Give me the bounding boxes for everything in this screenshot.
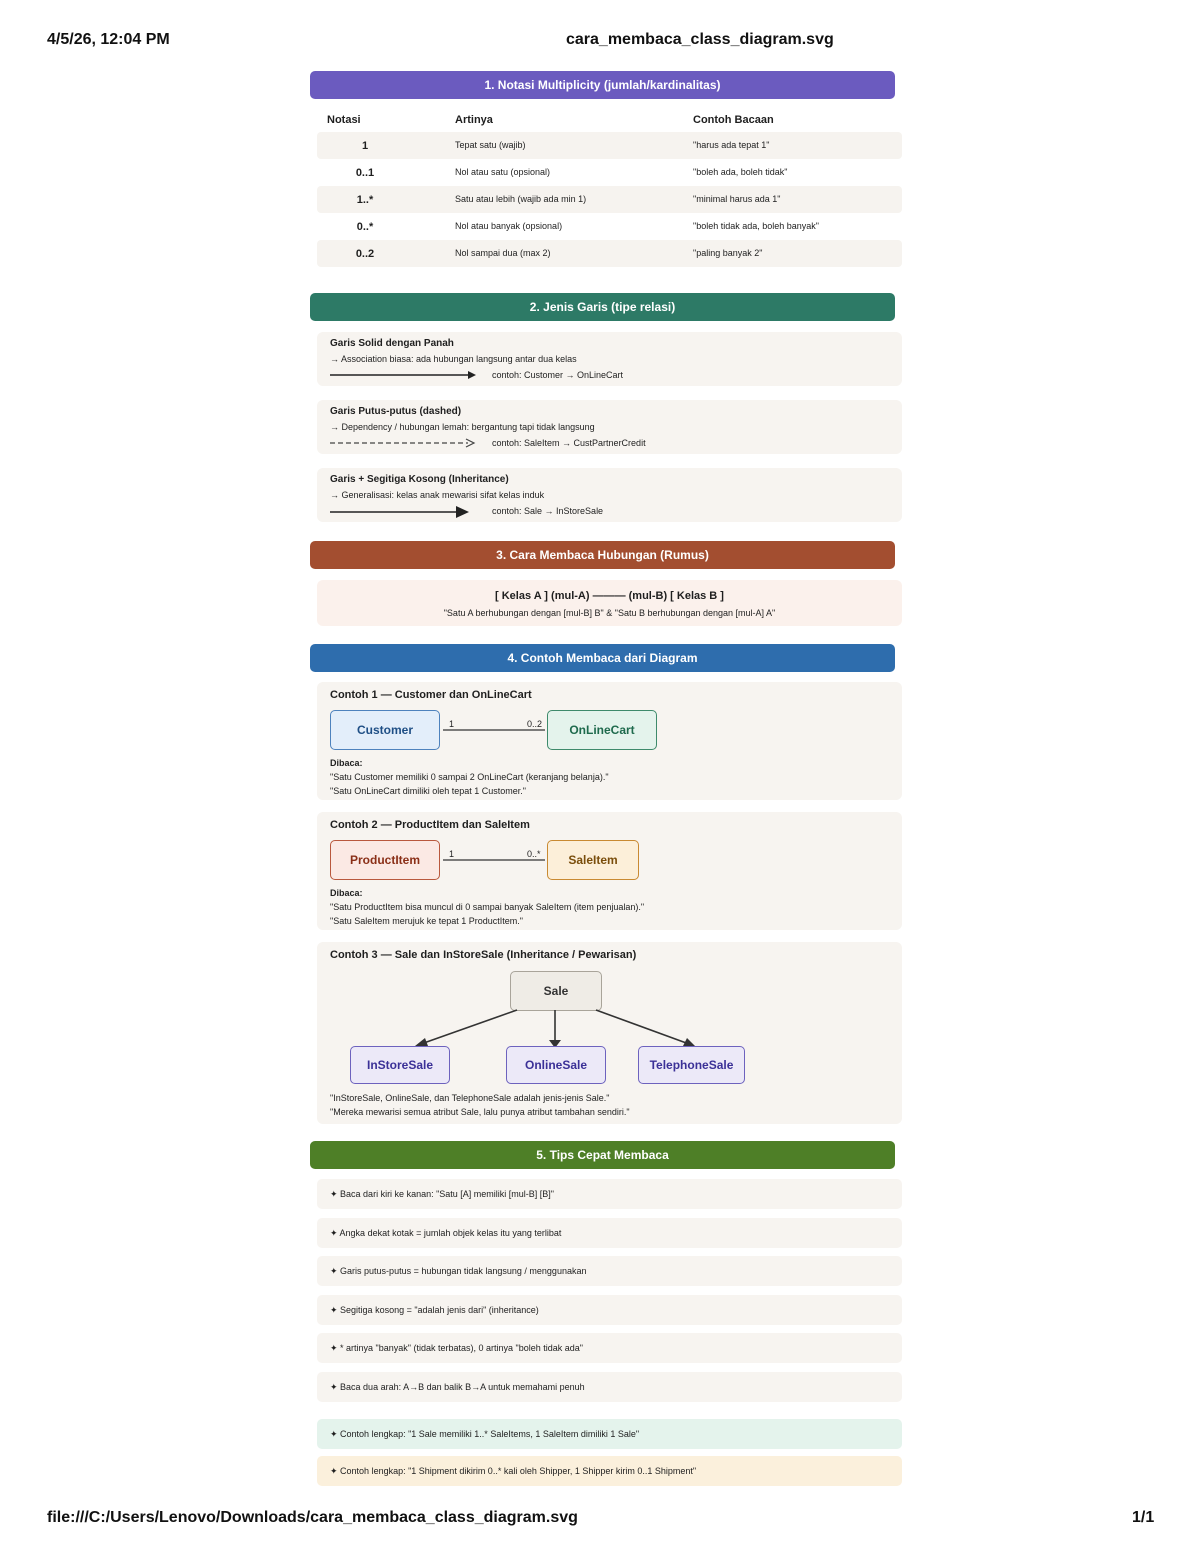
tip-item [317, 1256, 902, 1286]
multiplicity-left: 1 [449, 849, 455, 859]
tip-text: ✦ * artinya "banyak" (tidak terbatas), 0 artinya "boleh tidak ada" [330, 1343, 583, 1353]
table-row [317, 159, 902, 186]
class-box-onlinecart: OnLineCart [547, 710, 657, 750]
example-3-reading-2: "Mereka mewarisi semua atribut Sale, lalu punya atribut tambahan sendiri." [330, 1107, 630, 1117]
tip-item [317, 1218, 902, 1248]
example-2-reading-1: "Satu ProductItem bisa muncul di 0 sampai banyak SaleItem (item penjualan)." [330, 902, 645, 912]
tip-item [317, 1333, 902, 1363]
class-box-instoresale: InStoreSale [350, 1046, 450, 1084]
example-2-label: Dibaca: [330, 888, 363, 898]
example-3-title: Contoh 3 — Sale dan InStoreSale (Inheritance / Pewarisan) [330, 949, 637, 961]
line-dashed-card [317, 400, 902, 454]
tip-text: ✦ Angka dekat kotak = jumlah objek kelas itu yang terlibat [330, 1228, 562, 1238]
full-example-1 [317, 1419, 902, 1449]
example-3-card [317, 942, 902, 1124]
tip-text: ✦ Baca dari kiri ke kanan: "Satu [A] memiliki [mul-B] [B]" [330, 1189, 555, 1199]
cell-notasi: 1..* [356, 194, 374, 206]
tip-item [317, 1179, 902, 1209]
multiplicity-right: 0..2 [527, 719, 543, 729]
example-1-reading-2: "Satu OnLineCart dimiliki oleh tepat 1 Customer." [330, 786, 526, 796]
header-contoh: Contoh Bacaan [693, 114, 774, 126]
example-1-reading-1: "Satu Customer memiliki 0 sampai 2 OnLineCart (keranjang belanja)." [330, 772, 609, 782]
section-2-title: 2. Jenis Garis (tipe relasi) [310, 293, 895, 321]
example-2-title: Contoh 2 — ProductItem dan SaleItem [330, 819, 530, 831]
section-5-title: 5. Tips Cepat Membaca [310, 1141, 895, 1169]
tip-text: ✦ Baca dua arah: A→B dan balik B→A untuk memahami penuh [330, 1382, 585, 1392]
dashed-arrow-icon [330, 437, 480, 449]
example-2-card [317, 812, 902, 930]
section-1-title: 1. Notasi Multiplicity (jumlah/kardinalitas) [310, 71, 895, 99]
cell-contoh: "harus ada tepat 1" [693, 140, 770, 150]
cell-contoh: "boleh tidak ada, boleh banyak" [693, 221, 819, 231]
line-solid-desc: → Association biasa: ada hubungan langsung antar dua kelas [330, 354, 577, 364]
solid-arrow-icon [330, 369, 480, 381]
table-row [317, 132, 902, 159]
table-row [317, 186, 902, 213]
line-solid-title: Garis Solid dengan Panah [330, 338, 454, 349]
cell-contoh: "boleh ada, boleh tidak" [693, 167, 788, 177]
print-page-number: 1/1 [1132, 1509, 1155, 1526]
cell-contoh: "minimal harus ada 1" [693, 194, 781, 204]
class-box-customer: Customer [330, 710, 440, 750]
tip-item [317, 1372, 902, 1402]
cell-notasi: 0..1 [355, 167, 375, 179]
inheritance-arrows [317, 1008, 902, 1050]
class-box-saleitem: SaleItem [547, 840, 639, 880]
line-inherit-desc: → Generalisasi: kelas anak mewarisi sifat kelas induk [330, 490, 545, 500]
example-2-reading-2: "Satu SaleItem merujuk ke tepat 1 ProductItem." [330, 916, 523, 926]
full-example-text: ✦ Contoh lengkap: "1 Sale memiliki 1..* SaleItems, 1 SaleItem dimiliki 1 Sale" [330, 1429, 640, 1439]
full-example-2 [317, 1456, 902, 1486]
table-row [317, 240, 902, 267]
example-1-title: Contoh 1 — Customer dan OnLineCart [330, 689, 532, 701]
tip-text: ✦ Segitiga kosong = "adalah jenis dari" (inheritance) [330, 1305, 539, 1315]
class-box-productitem: ProductItem [330, 840, 440, 880]
full-example-text: ✦ Contoh lengkap: "1 Shipment dikirim 0..* kali oleh Shipper, 1 Shipper kirim 0..1 Shipment" [330, 1466, 697, 1476]
multiplicity-left: 1 [449, 719, 455, 729]
line-dashed-desc: → Dependency / hubungan lemah: bergantung tapi tidak langsung [330, 422, 595, 432]
cell-artinya: Satu atau lebih (wajib ada min 1) [455, 194, 587, 204]
section-4-title: 4. Contoh Membaca dari Diagram [310, 644, 895, 672]
cell-contoh: "paling banyak 2" [693, 248, 763, 258]
class-box-sale: Sale [510, 971, 602, 1011]
table-header [317, 108, 902, 132]
class-box-telephonesale: TelephoneSale [638, 1046, 745, 1084]
header-notasi: Notasi [327, 114, 361, 126]
tip-item [317, 1295, 902, 1325]
line-dashed-title: Garis Putus-putus (dashed) [330, 406, 462, 417]
multiplicity-right: 0..* [527, 849, 541, 859]
cell-artinya: Tepat satu (wajib) [455, 140, 526, 150]
header-artinya: Artinya [455, 114, 493, 126]
cell-notasi: 0..* [356, 221, 374, 233]
line-solid-card [317, 332, 902, 386]
tip-text: ✦ Garis putus-putus = hubungan tidak langsung / menggunakan [330, 1266, 587, 1276]
print-datetime: 4/5/26, 12:04 PM [47, 31, 170, 48]
line-solid-example: contoh: Customer → OnLineCart [492, 370, 624, 380]
example-1-card [317, 682, 902, 800]
multiplicity-table [317, 108, 902, 267]
example-1-label: Dibaca: [330, 758, 363, 768]
cell-artinya: Nol atau banyak (opsional) [455, 221, 563, 231]
cell-artinya: Nol atau satu (opsional) [455, 167, 551, 177]
line-dashed-example: contoh: SaleItem → CustPartnerCredit [492, 438, 646, 448]
line-inherit-card [317, 468, 902, 522]
print-filename: cara_membaca_class_diagram.svg [566, 31, 834, 48]
line-inherit-title: Garis + Segitiga Kosong (Inheritance) [330, 474, 509, 485]
cell-artinya: Nol sampai dua (max 2) [455, 248, 551, 258]
table-row [317, 213, 902, 240]
inheritance-arrow-icon [330, 504, 480, 520]
formula-reading: "Satu A berhubungan dengan [mul-B] B" & "Satu B berhubungan dengan [mul-A] A" [443, 608, 776, 618]
line-inherit-example: contoh: Sale → InStoreSale [492, 506, 604, 516]
example-3-reading-1: "InStoreSale, OnlineSale, dan TelephoneSale adalah jenis-jenis Sale." [330, 1093, 610, 1103]
section-3-title: 3. Cara Membaca Hubungan (Rumus) [310, 541, 895, 569]
print-file-path: file:///C:/Users/Lenovo/Downloads/cara_membaca_class_diagram.svg [47, 1509, 578, 1526]
class-box-onlinesale: OnlineSale [506, 1046, 606, 1084]
formula-text: [ Kelas A ] (mul-A) ——— (mul-B) [ Kelas B ] [495, 590, 724, 602]
cell-notasi: 1 [361, 140, 369, 152]
formula-card [317, 580, 902, 626]
cell-notasi: 0..2 [355, 248, 375, 260]
